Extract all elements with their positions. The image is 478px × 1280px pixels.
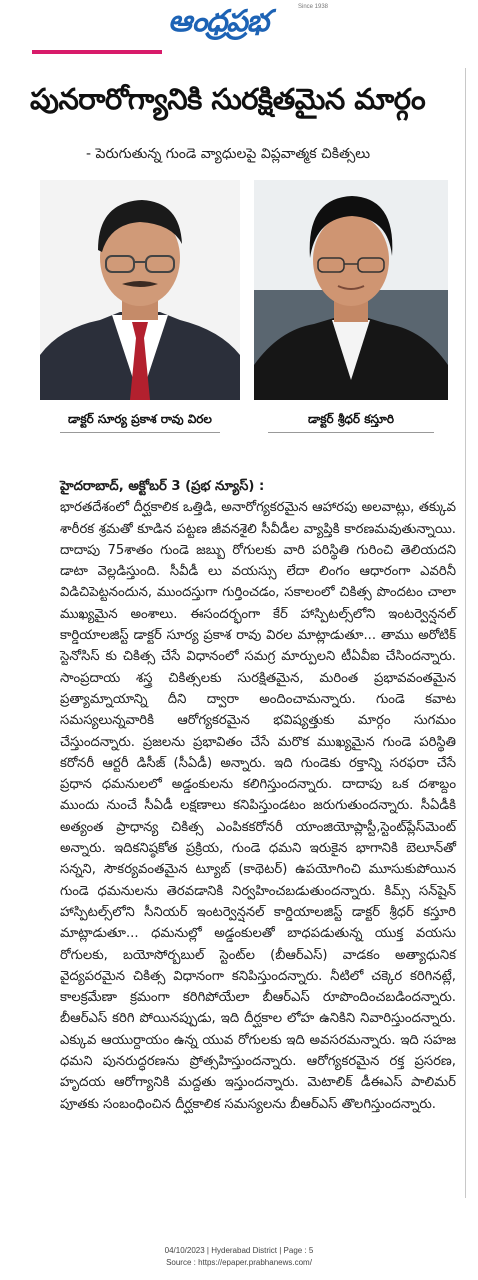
photo-caption-right: డాక్టర్ శ్రీధర్ కస్తూరి [307, 411, 395, 426]
caption-underline-left [60, 432, 220, 433]
newspaper-logo[interactable]: ఆంధ్రప్రభ [168, 4, 269, 39]
footer-source-link[interactable]: Source : https://epaper.prabhanews.com/ [166, 1258, 312, 1267]
article-headline: పునరారోగ్యానికి సురక్షితమైన మార్గం [30, 82, 426, 116]
photo-caption-left: డాక్టర్ సూర్య ప్రకాశ రావు విరల [68, 411, 212, 426]
footer-edition-info: 04/10/2023 | Hyderabad District | Page : 5 [164, 1246, 314, 1255]
caption-underline-right [268, 432, 434, 433]
article-dateline: హైదరాబాద్, అక్టోబర్ 3 (ప్రభ న్యూస్) : [60, 479, 265, 494]
masthead [0, 0, 478, 58]
doctor-photo-right [254, 180, 448, 400]
accent-rule [32, 50, 162, 54]
logo-since-text: Since 1938 [298, 4, 329, 10]
portrait-right-image [254, 180, 448, 400]
article-subhead: - పెరుగుతున్న గుండె వ్యాధులపై విప్లవాత్మక చికిత్సలు [86, 146, 371, 162]
column-divider [465, 68, 466, 1198]
article-body-text: భారతదేశంలో దీర్ఘకాలిక ఒత్తిడి, అనారోగ్యకరమైన ఆహారపు అలవాట్లు, తక్కువ శారీరక శ్రమతో కూడిన పట్టణ జీవనశైలి సీవీడీల వ్యాప్తికి కారణమవుతున్నాయి. దాదాపు 75శాతం గుండె జబ్బు రోగులకు వారి పరిస్థితి గురించి తెలియదని డాటా వెల్లడిస్తుంది. సీవీడీ లు వయస్సు లేదా లింగం ఆధారంగా ఎవరినీ విడిచిపెట్టనందున, ముందస్తుగా గుర్తించడం, సకాలంలో చికిత్స పొందటం చాలా ముఖ్యమైన అంశాలు. ఈసందర్భంగా కేర్ హాస్పిటల్స్‌లోని ఇంటర్వెన్షనల్ కార్డియాలజిస్ట్ డాక్టర్ సూర్య ప్రకాశ రావు విరల మాట్లాడుతూ... తాము అరోటిక్ స్టెనోసిస్ కు చికిత్స చేసే విధానంలో సమగ్ర మార్పులని టీఏవీఐ చేసిందన్నారు. సాంప్రదాయ శస్త్ర చికిత్సలకు సురక్షితమైన, మరింత ప్రభావవంతమైన ప్రత్యామ్నాయాన్ని దీని ద్వారా అందించామన్నారు. గుండె కవాట సమస్యలున్నవారికి ఆరోగ్యకరమైన భవిష్యత్తుకు మార్గం సుగమం చేస్తుందన్నారు. ప్రజలను ప్రభావితం చేసే మరొక ముఖ్యమైన గుండె పరిస్థితి కరోనరీ ఆర్టరీ డిసీజ్ (సీఏడీ) అన్నారు. ఇది గుండెకు రక్తాన్ని సరఫరా చేసే ప్రధాన ధమనులలో అడ్డంకులను కలిగిస్తుందన్నారు. దాదాపు ఒక దశాబ్దం ముందు నుంచే సీఏడీ లక్షణాలు కనిపిస్తుండటం జరుగుతుందన్నారు. సీఏడీకి అత్యంత ప్రాధాన్య చికిత్స ఎంపికకరోనరీ యాంజియోప్లాస్టీ,స్టెంట్‌ప్లేస్‌మెంట్ అన్నారు. ఇదికనిష్ఠకోత ప్రక్రియ, గుండె ధమని ఇరుకైన భాగానికి బెలూన్‌తో సన్నని, సౌకర్యవంతమైన ట్యూబ్ (కాథెటర్) ఉపయోగించి మూసుకుపోయిన గుండె ధమనులను తెరవడానికి నిర్వహించబడుతుందన్నారు. కిమ్స్ సన్‌షైన్ హాస్పిటల్స్‌లోని సీనియర్ ఇంటర్వెన్షనల్ కార్డియాలజిస్ట్ డాక్టర్ శ్రీధర్ కస్తూరి మాట్లాడుతూ... ధమనుల్లో అడ్డంకులతో బాధపడుతున్న యుక్త వయసు రోగులకు, బయోసోర్బబుల్ స్టెంట్‌ల (బీఆర్‌ఎస్) వాడకం అత్యాధునిక వైద్యపరమైన చికిత్స విధానంగా కనిపిస్తుందన్నారు. నీటిలో చక్కెర కరిగినట్లే, కాలక్రమేణా క్రమంగా కరిగిపోయేలా బీఆర్‌ఎస్ రూపొందించబడిందన్నారు. బీఆర్‌ఎస్ కరిగి పోయినప్పుడు, ఇది దీర్ఘకాల లోహ ఉనికిని నివారిస్తుందన్నారు. ఎక్కువ ఆయుర్దాయం ఉన్న యువ రోగులకు ఇది అవసరమన్నారు. ఇది సహజ ధమని పునరుద్ధరణను ప్రోత్సహిస్తుందన్నారు. ఆరోగ్యకరమైన రక్త ప్రసరణ, హృదయ ఆరోగ్యానికి మద్దతు ఇస్తుందన్నారు. మెటాలిక్ డీఈఎస్ పాలిమర్ పూతకు సంబంధించిన దీర్ఘకాలిక సమస్యలను బీఆర్‌ఎస్ తొలగిస్తుందన్నారు. [60, 500, 456, 1112]
doctor-photo-left [40, 180, 240, 400]
portrait-left-image [40, 180, 240, 400]
article-body [60, 476, 456, 1115]
